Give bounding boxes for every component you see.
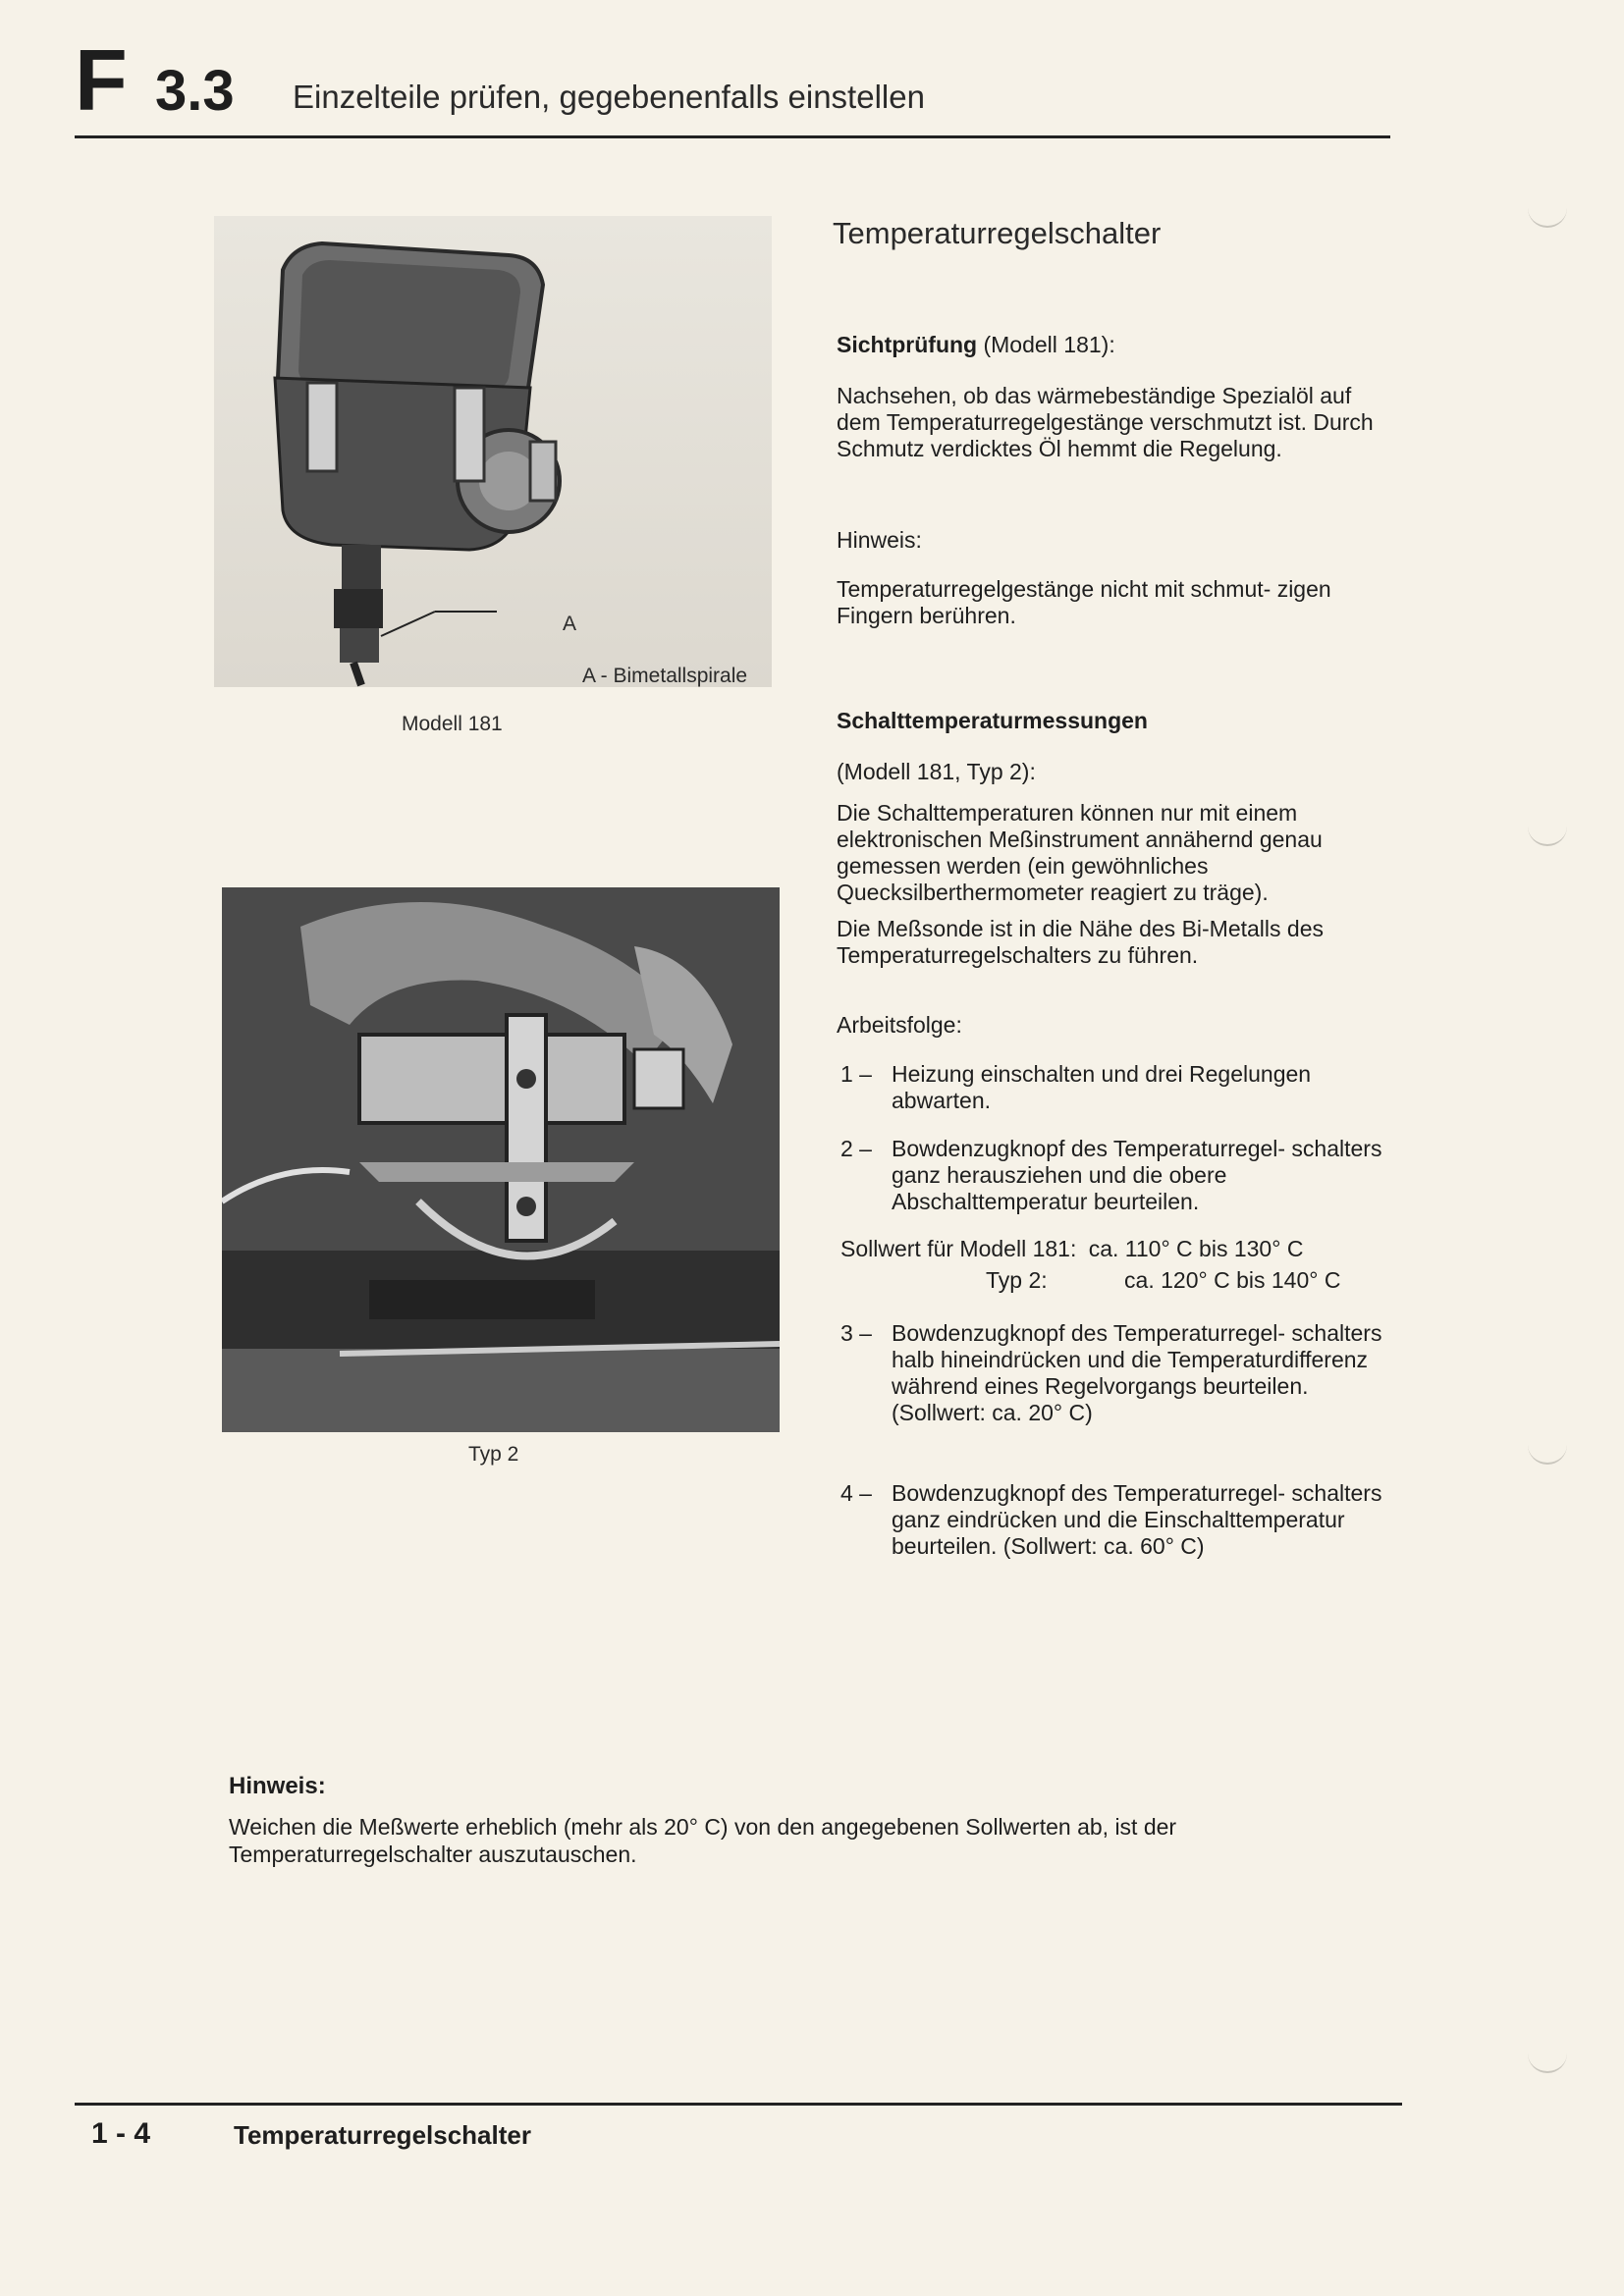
step-text: Bowdenzugknopf des Temperaturregel- schalters halb hineindrücken und die Temperaturdifferenz während eines Regelvorgangs beurteilen. (Sollwert: ca. 20° C) [892, 1320, 1382, 1425]
sollwert-181-line [840, 1236, 1400, 1262]
messungen-sub: (Modell 181, Typ 2): [837, 759, 1036, 784]
note-label: Hinweis: [229, 1773, 326, 1799]
hole-mark [1528, 2042, 1567, 2073]
footer-rule [75, 2103, 1402, 2106]
step-number: 4 – [840, 1480, 872, 1506]
sollwert-label: Sollwert für Modell 181: [840, 1236, 1077, 1261]
chapter-number: 3.3 [155, 59, 235, 123]
caption-typ-2: Typ 2 [468, 1443, 519, 1466]
label-a: A [563, 613, 577, 635]
section-title: Temperaturregelschalter [833, 216, 1162, 250]
hinweis1-text: Temperaturregelgestänge nicht mit schmut- zigen Fingern berühren. [837, 576, 1331, 628]
page-number: 1 - 4 [91, 2117, 151, 2150]
hinweis1-label: Hinweis: [837, 527, 922, 553]
step-text: Bowdenzugknopf des Temperaturregel- schalters ganz herausziehen und die obere Abschalttemperatur beurteilen. [892, 1136, 1382, 1214]
hole-mark [1528, 815, 1567, 846]
sollwert-181-value: ca. 110° C bis 130° C [1088, 1236, 1304, 1261]
step-number: 2 – [840, 1136, 872, 1161]
step-3 [840, 1320, 1400, 1458]
sichtpruefung-heading-line [837, 332, 1396, 358]
step-4 [840, 1480, 1400, 1593]
messungen-text-1: Die Schalttemperaturen können nur mit einem elektronischen Meßinstrument annähernd genau gemessen werden (ein gewöhnliches Quecksilberthermometer reagiert zu träge). [837, 800, 1323, 905]
header-rule [75, 135, 1390, 138]
sichtpruefung-heading: Sichtprüfung [837, 332, 978, 357]
sollwert-typ2-label: Typ 2: [986, 1267, 1048, 1293]
chapter-letter: F [75, 31, 126, 129]
step-1 [840, 1061, 1400, 1120]
step-text: Heizung einschalten und drei Regelungen abwarten. [892, 1061, 1312, 1113]
arbeitsfolge-label: Arbeitsfolge: [837, 1012, 962, 1038]
caption-modell-181: Modell 181 [402, 713, 503, 735]
step-2 [840, 1136, 1400, 1219]
note-text: Weichen die Meßwerte erheblich (mehr als 20° C) von den angegebenen Sollwerten ab, ist der Temperaturregelschalter auszutauschen. [229, 1814, 1177, 1867]
sollwert-typ2-line [986, 1267, 1545, 1294]
photo-typ-2 [222, 887, 780, 1432]
sollwert-typ2-value: ca. 120° C bis 140° C [1124, 1267, 1341, 1293]
messungen-heading: Schalttemperaturmessungen [837, 708, 1148, 733]
photo-modell-181 [214, 216, 772, 687]
legend-bimetallspirale: A - Bimetallspirale [582, 665, 748, 687]
step-number: 3 – [840, 1320, 872, 1346]
hole-mark [1528, 196, 1567, 228]
step-number: 1 – [840, 1061, 872, 1087]
footer-title: Temperaturregelschalter [234, 2120, 531, 2150]
switch-illustration [214, 216, 772, 687]
step-text: Bowdenzugknopf des Temperaturregel- schalters ganz eindrücken und die Einschalttemperatur beurteilen. (Sollwert: ca. 60° C) [892, 1480, 1382, 1559]
hole-mark [1528, 1433, 1567, 1465]
sichtpruefung-suffix: (Modell 181): [977, 332, 1115, 357]
sichtpruefung-text: Nachsehen, ob das wärmebeständige Spezialöl auf dem Temperaturregelgestänge verschmutzt ist. Durch Schmutz verdicktes Öl hemmt die Regelung. [837, 383, 1374, 461]
page-title: Einzelteile prüfen, gegebenenfalls einstellen [293, 79, 925, 115]
messungen-text-2: Die Meßsonde ist in die Nähe des Bi-Metalls des Temperaturregelschalters zu führen. [837, 916, 1325, 968]
mechanism-illustration [222, 887, 780, 1432]
